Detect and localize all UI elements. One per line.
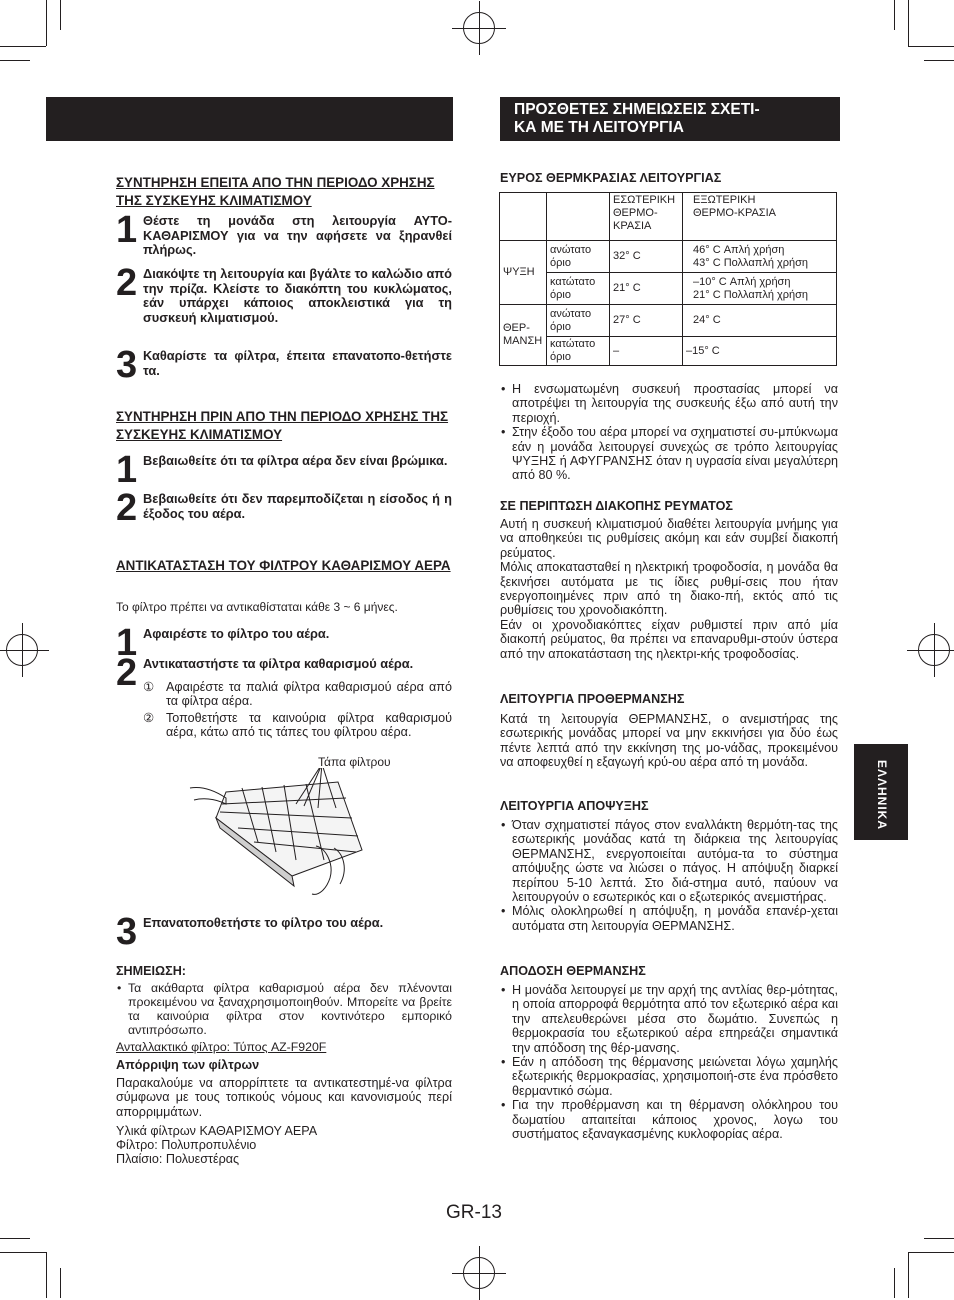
figure-label: Τάπα φίλτρου: [318, 755, 391, 769]
note-item: • Τα ακάθαρτα φίλτρα καθαρισμού αέρα δεν πλένονται προκειμένου να ξαναχρησιμοποιηθούν. Μπορείτε να βρείτε τα καινούρια φίλτρα στον κοντινότερο εμπορικό αντιπρόσωπο.: [116, 981, 452, 1037]
step-number: 2: [116, 262, 138, 304]
list-item: • Όταν σχηματιστεί πάγος στον εναλλάκτη θερμότη-τας της εσωτερικής μονάδας κατά τη διάρκεια της λειτουργίας ΘΕΡΜΑΝΣΗΣ, ενεργοποιείται αυτόμα-τα το σύστημα απόψυξης ώστε να λιώσει ο πάγος. Η απόψυξη διαρκεί περίπου 5-10 λεπτά. Στο διά-στημα αυτό, παύουν να λειτουργούν ο εσωτερικός και ο εξωτερικός ανεμιστήρας.: [500, 818, 838, 904]
cell: 32° C: [610, 241, 683, 273]
language-tab: [854, 744, 908, 840]
step-number: 1: [116, 449, 138, 491]
materials-line: Φίλτρο: Πολυπροπυλένιο: [116, 1138, 257, 1152]
crop-mark: [0, 46, 46, 47]
registration-mark: [463, 1257, 495, 1289]
substep-text: Αφαιρέστε τα παλιά φίλτρα καθαρισμού αέρα από τα φίλτρα αέρα.: [166, 680, 452, 709]
step-text: Διακόψτε τη λειτουργία και βγάλτε το καλώδιο από την πρίζα. Κλείστε το διακόπτη του κυκλώματος, εάν υπάρχει κάποιος αποκλειστικά για τη συσκευή κλιματισμού.: [143, 266, 452, 325]
list-item: • Μόλις ολοκληρωθεί η απόψυξη, η μονάδα επανέρ-χεται αυτόματα στη λειτουργία ΘΕΡΜΑΝΣΗΣ.: [500, 904, 838, 933]
materials-line: Πλαίσιο: Πολυεστέρας: [116, 1152, 240, 1166]
preheat-heading: ΛΕΙΤΟΥΡΓΙΑ ΠΡΟΘΕΡΜΑΝΣΗΣ: [500, 692, 685, 706]
step-text: Επανατοποθετήστε το φίλτρο του αέρα.: [143, 915, 384, 930]
step-number: 3: [116, 344, 138, 386]
crop-mark: [894, 1268, 895, 1298]
substep-text: Τοποθετήστε τα καινούρια φίλτρα καθαρισμού αέρα, κάτω από τις τάπες του φίλτρου αέρα.: [166, 711, 452, 740]
step: [116, 652, 452, 694]
crop-mark: [0, 1252, 46, 1253]
power-heading: ΣΕ ΠΕΡΙΠΤΩΣΗ ΔΙΑΚΟΠΗΣ ΡΕΥΜΑΤΟΣ: [500, 499, 733, 513]
range-notes: [500, 382, 838, 483]
banner-line: ΠΡΟΣΘΕΤΕΣ ΣΗΜΕΙΩΣΕΙΣ ΣΧΕΤΙ-: [514, 101, 760, 118]
cell: 21° C: [610, 273, 683, 305]
heating-list: [500, 983, 838, 1141]
step-number: 3: [116, 911, 138, 953]
paragraph: Εάν οι χρονοδιακόπτες είχαν ρυθμιστεί πριν από μία διακοπή ρεύματος, θα πρέπει να επαναρυθμι-στούν ύστερα από την αποκατάσταση της ηλεκτρι-κής τροφοδοσίας.: [500, 617, 838, 661]
spare-part: Ανταλλακτικό φίλτρο: Τύπος AZ-F920F: [116, 1040, 327, 1054]
crop-mark: [908, 1252, 954, 1253]
crop-mark: [60, 0, 61, 30]
crop-mark: [60, 1268, 61, 1298]
crop-mark: [46, 1252, 47, 1298]
language-tab-label: ΕΛΛΗΝΙΚΑ: [875, 760, 889, 831]
filter-heading: ΑΝΤΙΚΑΤΑΣΤΑΣΗ ΤΟΥ ΦΙΛΤΡΟΥ ΚΑΘΑΡΙΣΜΟΥ ΑΕΡΑ: [116, 558, 451, 573]
step: [116, 209, 452, 258]
page-number: GR-13: [446, 1202, 502, 1223]
list-item: • Η μονάδα λειτουργεί με την αρχή της αντλίας θερ-μότητας, η οποία απορροφά θερμότητα από τον εξωτερικό αέρα και την απελευθερώνει μέσα στο δωμάτιο. Συνεπώς η θερμοκρασία του εξωτερικού αέρα επηρεάζει σημαντικά την απόδοση της θέρ-μανσης.: [500, 983, 838, 1055]
step-number: 2: [116, 487, 138, 529]
defrost-list: [500, 818, 838, 933]
left-header-bar: [46, 97, 453, 141]
maint-after-heading: ΣΥΝΤΗΡΗΣΗ ΕΠΕΙΤΑ ΑΠΟ ΤΗΝ ΠΕΡΙΟΔΟ ΧΡΗΣΗΣ ΤΗΣ ΣΥΣΚΕΥΗΣ ΚΛΙΜΑΤΙΣΜΟΥ: [116, 175, 435, 208]
substep-mark: ②: [143, 711, 155, 725]
registration-mark: [918, 634, 950, 666]
step-text: Αντικαταστήστε τα φίλτρα καθαρισμού αέρα.: [143, 656, 414, 671]
paragraph: Μόλις αποκατασταθεί η ηλεκτρική τροφοδοσία, η μονάδα θα ξεκινήσει αυτόματα με τις ίδιες ρυθμί-σεις που ήταν ενεργοποιημένες πριν από τη διακο-πή, εκτός από τις ρυθμίσεις του χρονοδιακόπτη.: [500, 560, 838, 618]
step-number: 2: [116, 652, 138, 694]
preheat-text: Κατά τη λειτουργία ΘΕΡΜΑΝΣΗΣ, ο ανεμιστήρας της εσωτερικής μονάδας μπορεί να μην εκκινήσει για δύο έως πέντε λεπτά από την εκκίνηση της μο-νάδας, προκειμένου να αποφευχθεί η εξαγωγή κρύ-ου αέρα από τη μονάδα.: [500, 712, 838, 770]
cell: [683, 241, 837, 273]
crop-mark: [908, 46, 954, 47]
disposal-title: Απόρριψη των φίλτρων: [116, 1058, 260, 1072]
note-item: • Στην έξοδο του αέρα μπορεί να σχηματιστεί συ-μπύκνωμα εάν η μονάδα λειτουργεί συνεχώς σε τρόπο λειτουργίας ΨΥΞΗΣ ή ΑΦΥΓΡΑΝΣΗΣ όταν η υγρασία είναι μεγαλύτερη από 80 %.: [500, 425, 838, 483]
step-number: 1: [116, 622, 138, 664]
limit-lower: κατώτατο όριο: [547, 337, 610, 366]
limit-upper: ανώτατο όριο: [547, 305, 610, 337]
note-title: ΣΗΜΕΙΩΣΗ:: [116, 964, 186, 978]
step-text: Βεβαιωθείτε ότι τα φίλτρα αέρα δεν είναι βρώμικα.: [143, 453, 448, 468]
paragraph: Αυτή η συσκευή κλιματισμού διαθέτει λειτουργία μνήμης για να αποθηκεύει τις ρυθμίσεις ακόμη και εάν συμβεί διακοπή ρεύματος.: [500, 517, 838, 560]
cell: 24° C: [683, 305, 837, 337]
list-item: • Για την προθέρμανση και τη θέρμανση ολόκληρου του δωματίου απαιτείται κάποιος χρονος, λογω του συστήματος εξαναγκασμένης κυκλοφορίας αέρα.: [500, 1098, 838, 1141]
cell-line: –10° C Απλή χρήση: [693, 275, 791, 288]
cell-line: 21° C Πολλαπλή χρήση: [693, 288, 809, 301]
step: [116, 449, 452, 491]
substep-mark: ①: [143, 680, 155, 694]
crop-mark: [924, 60, 954, 61]
right-header-banner: [500, 97, 840, 141]
crop-mark: [924, 1238, 954, 1239]
crop-mark: [0, 1238, 30, 1239]
cell: –15° C: [683, 337, 837, 366]
step-text: Αφαιρέστε το φίλτρο του αέρα.: [143, 626, 330, 641]
step: [116, 344, 452, 386]
mode-cooling: ΨΥΞΗ: [500, 241, 547, 305]
temperature-table: [499, 192, 837, 366]
registration-mark: [463, 12, 495, 44]
defrost-heading: ΛΕΙΤΟΥΡΓΙΑ ΑΠΟΨΥΞΗΣ: [500, 799, 649, 813]
materials-line: Υλικά φίλτρων ΚΑΘΑΡΙΣΜΟΥ ΑΕΡΑ: [116, 1124, 318, 1138]
step-number: 1: [116, 209, 138, 251]
crop-mark: [894, 0, 895, 30]
cell: –: [610, 337, 683, 366]
note-list: [116, 981, 452, 1037]
crop-mark: [46, 0, 47, 46]
crop-mark: [908, 1252, 909, 1298]
range-heading: ΕΥΡΟΣ ΘΕΡΜΚΡΑΣΙΑΣ ΛΕΙΤΟΥΡΓΙΑΣ: [500, 171, 722, 185]
registration-mark: [6, 634, 38, 666]
crop-mark: [908, 0, 909, 46]
col-indoor: ΕΣΩΤΕΡΙΚΗ ΘΕΡΜΟ-ΚΡΑΣΙΑ: [610, 193, 683, 241]
mode-heating: ΘΕΡ-ΜΑΝΣΗ: [500, 305, 547, 366]
power-text: [500, 517, 838, 661]
crop-mark: [0, 60, 30, 61]
step: [116, 487, 452, 529]
cell: 27° C: [610, 305, 683, 337]
step-text: Βεβαιωθείτε ότι δεν παρεμποδίζεται η είσοδος ή η έξοδος του αέρα.: [143, 491, 452, 521]
disposal-text: Παρακαλούμε να απορρίπτετε τα αντικατεστημέ-να φίλτρα σύμφωνα με τους τοπικούς νόμους και κανονισμούς περί απορριμμάτων.: [116, 1076, 452, 1119]
filter-illustration: [186, 768, 386, 904]
limit-upper: ανώτατο όριο: [547, 241, 610, 273]
step-text: Θέστε τη μονάδα στη λειτουργία AYTO-ΚΑΘΑΡΙΣΜΟΥ για να την αφήσετε να ξηρανθεί πλήρως.: [143, 213, 452, 257]
step-text: Καθαρίστε τα φίλτρα, έπειτα επανατοπο-θετήστε τα.: [143, 348, 452, 378]
cell-line: 46° C Απλή χρήση: [693, 243, 785, 256]
step: [116, 262, 452, 325]
maint-before-heading: ΣΥΝΤΗΡΗΣΗ ΠΡΙΝ ΑΠΟ ΤΗΝ ΠΕΡΙΟΔΟ ΧΡΗΣΗΣ ΤΗΣ ΣΥΣΚΕΥΗΣ ΚΛΙΜΑΤΙΣΜΟΥ: [116, 409, 449, 442]
cell: [683, 273, 837, 305]
note-item: • Η ενσωματωμένη συσκευή προστασίας μπορεί να αποτρέψει τη λειτουργία της συσκευής έξω από αυτή την περιοχή.: [500, 382, 838, 425]
limit-lower: κατώτατο όριο: [547, 273, 610, 305]
heating-heading: ΑΠΟΔΟΣΗ ΘΕΡΜΑΝΣΗΣ: [500, 964, 646, 978]
step: [116, 911, 452, 953]
filter-intro: Το φίλτρο πρέπει να αντικαθίσταται κάθε 3 ~ 6 μήνες.: [116, 600, 398, 614]
cell-line: 43° C Πολλαπλή χρήση: [693, 256, 809, 269]
list-item: • Εάν η απόδοση της θέρμανσης μειώνεται λόγω χαμηλής εξωτερικής θερμοκρασίας, χρησιμοποιή-στε ένα πρόσθετο θερμαντικό σώμα.: [500, 1055, 838, 1098]
col-outdoor: ΕΞΩΤΕΡΙΚΗ ΘΕΡΜΟ-ΚΡΑΣΙΑ: [683, 193, 837, 241]
banner-line: ΚΑ ΜΕ ΤΗ ΛΕΙΤΟΥΡΓΙΑ: [514, 119, 684, 136]
